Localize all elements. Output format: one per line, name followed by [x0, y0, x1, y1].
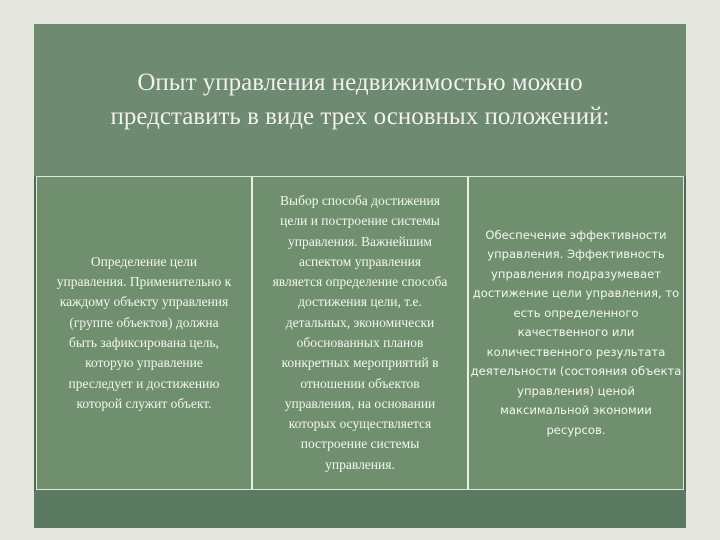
text-line: обоснованных планов — [296, 335, 424, 350]
text-line: Обеспечение эффективности — [485, 227, 667, 242]
text-line: детальных, экономически — [285, 314, 435, 330]
text-line: конкретных мероприятий в — [281, 355, 439, 371]
slide-title — [91, 66, 630, 134]
text-line: есть определенного — [513, 305, 639, 320]
text-line: Определение цели — [90, 253, 198, 269]
text-line: качественного или — [517, 325, 635, 340]
text-line: аспектом управления — [298, 253, 421, 269]
text-line: преследует и достижению — [68, 375, 220, 391]
text-line: деятельности (состояния объекта — [470, 364, 682, 379]
text-line: которых осуществляется — [288, 416, 432, 432]
text-line: (группе объектов) должна — [69, 314, 219, 330]
text-line: количественного результата — [486, 344, 666, 359]
column-text — [273, 191, 448, 475]
text-line: управления подразумевает — [491, 266, 661, 281]
column-efficiency — [469, 177, 683, 489]
title-line: представить в виде трех основных положений: — [110, 103, 610, 130]
text-line: достижения цели, т.е. — [298, 294, 422, 310]
text-line: быть зафиксирована цель, — [69, 335, 219, 350]
text-line: ресурсов. — [546, 422, 606, 437]
column-goal — [37, 177, 253, 489]
text-line: которую управление — [85, 355, 203, 371]
text-line: цели и построение системы — [280, 213, 440, 229]
text-line: отношении объектов — [300, 375, 420, 391]
text-line: которой служит объект. — [76, 395, 212, 411]
text-line: управления) ценой — [517, 383, 635, 398]
column-text — [471, 226, 682, 441]
text-line: достижение цели управления, то — [472, 286, 680, 301]
title-panel — [34, 24, 686, 176]
text-line: управления. Важнейшим — [288, 233, 432, 249]
text-line: является определение способа — [272, 274, 448, 290]
text-line: построение системы — [300, 436, 420, 452]
title-line: Опыт управления недвижимостью можно — [137, 69, 583, 96]
text-line: управления. — [325, 456, 395, 472]
column-method — [253, 177, 469, 489]
bottom-strip — [34, 490, 686, 528]
column-text — [57, 252, 231, 414]
text-line: максимальной экономии — [500, 403, 652, 418]
text-line: управления. Применительно к — [56, 274, 232, 290]
text-line: каждому объекту управления — [59, 294, 229, 310]
three-column-table — [36, 176, 684, 490]
text-line: Выбор способа достижения — [280, 192, 440, 208]
text-line: управления, на основании — [284, 395, 436, 411]
text-line: управления. Эффективность — [487, 247, 665, 262]
